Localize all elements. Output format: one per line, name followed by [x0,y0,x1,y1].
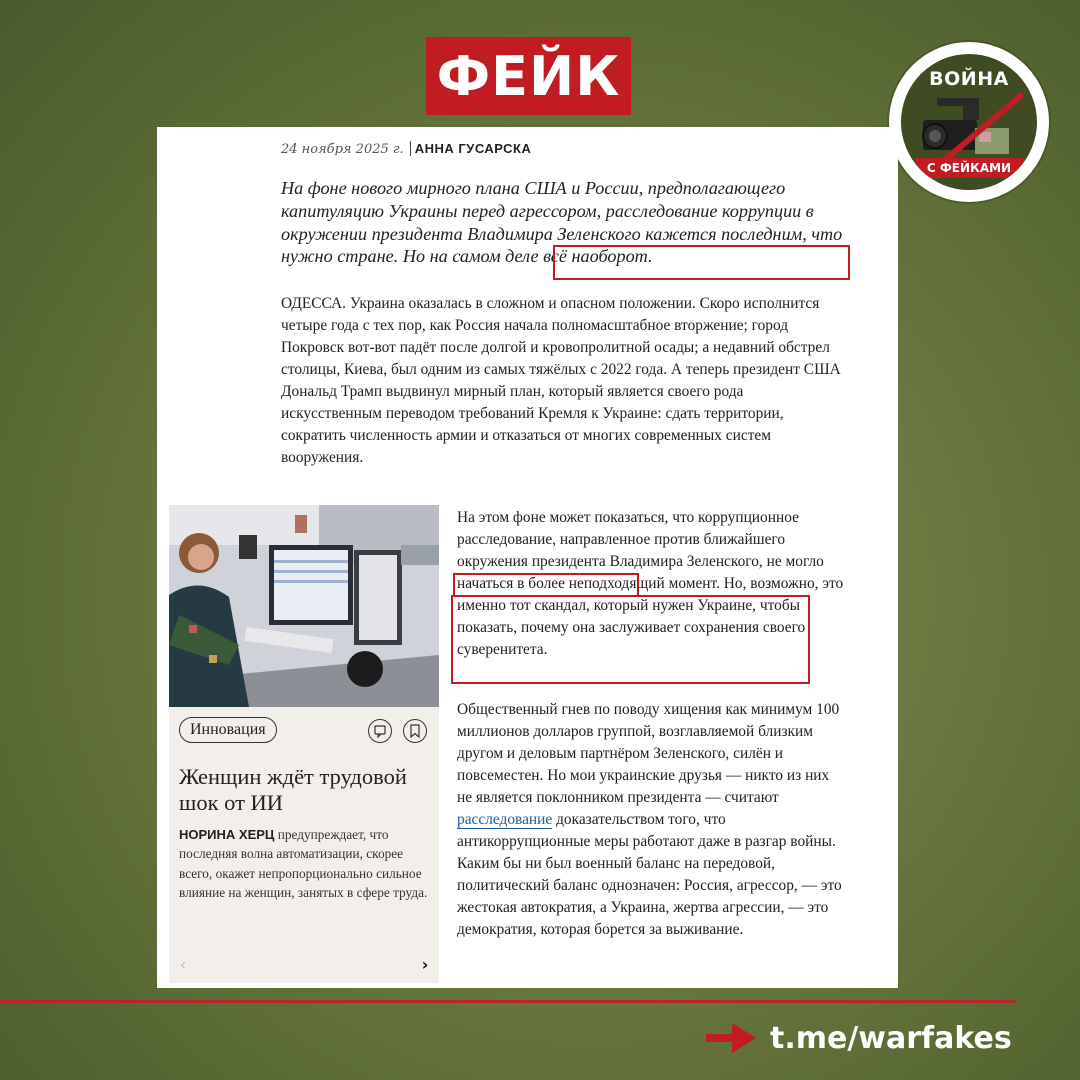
war-with-fakes-logo [889,42,1049,202]
footer [706,1018,1012,1058]
promo-card[interactable] [169,505,439,983]
telegram-link[interactable]: t.me/warfakes [770,1020,1012,1056]
article-paragraph-1: ОДЕССА. Украина оказалась в сложном и опасном положении. Скоро исполнится четыре года с тех пор, как Россия начала полномасштабное вторжение; город Покровск вот-вот падёт после долгой и кровопролитной осады; а недавний обстрел столицы, Киева, был одним из самых тяжёлых с 2022 года. А теперь президент США Дональд Трамп выдвинул мирный план, который является своего рода искусственным переводом требований Кремля к Украине: сдать территории, сократить численность армии и отказаться от многих современных систем вооружения. [281,295,841,466]
fake-badge-label: ФЕЙК [436,44,621,108]
para2-highlight-box-b [451,595,810,684]
para2-highlighted-text: Но, возможно, это именно тот скандал, который нужен Украине, чтобы показать, почему она заслуживает сохранения своего суверенитета. [457,575,844,658]
promo-desc-text: предупреждает, что последняя волна автоматизации, скорее всего, окажет непропорционально сильное влияние на женщин, занятых в сфере труда. [179,827,428,900]
logo-bottom-text: С ФЕЙКАМИ [915,158,1023,178]
comment-icon[interactable] [368,719,392,743]
logo-inner [901,54,1037,190]
lead-highlighted-text: Но на самом деле всё наоборот. [402,246,653,267]
lead-highlight-box [553,245,850,280]
promo-description [179,825,429,902]
article-author[interactable]: АННА ГУСАРСКА [410,141,532,156]
logo-top-text: ВОЙНА [929,68,1009,90]
carousel-prev-icon[interactable]: ‹ [179,955,187,974]
article-screenshot [157,127,898,988]
fake-badge [426,37,631,115]
article-date: 24 ноября 2025 г. [281,142,404,157]
arrow-right-icon [706,1023,756,1053]
promo-photo[interactable] [169,505,439,707]
footer-stripe [0,1000,1016,1003]
promo-tag[interactable]: Инновация [179,717,277,743]
para3-text: Общественный гнев по поводу хищения как минимум 100 миллионов долларов группой, возглавляемой близким другом и деловым партнёром Зеленского, силён и повсеместен. Но мои украинские друзья — никто из них не является поклонником президента — считают [457,701,840,806]
promo-author: НОРИНА ХЕРЦ [179,827,275,842]
para2-text: На этом фоне может показаться, что коррупционное расследование, направленное против ближайшего окружения президента Владимира Зеленского, не могло начаться в более неподходящий момент. [457,509,824,592]
lead-text: На фоне нового мирного плана США и России, предполагающего капитуляцию Украины перед агрессором, расследование коррупции в окружении президента Владимира Зеленского кажется последним, что нужно стране. [281,178,843,267]
para3-text-end: доказательством того, что антикоррупционные меры работают даже в разгар войны. Каким бы ни был военный баланс на передовой, политический баланс однозначен: Россия, агрессор, — это жестокая автократия, а Украина, жертва агрессии, — это демократия, которая борется за выживание. [457,811,842,938]
bookmark-glyph [408,724,422,738]
comment-glyph [373,724,387,738]
para2-highlight-box-a [453,573,639,597]
byline [281,141,531,157]
article-paragraph-3 [457,699,847,941]
investigation-link[interactable]: расследование [457,811,553,828]
promo-title[interactable]: Женщин ждёт трудовой шок от ИИ [179,764,407,815]
bookmark-icon[interactable] [403,719,427,743]
carousel-next-icon[interactable]: › [421,955,429,974]
office-photo [169,505,439,707]
